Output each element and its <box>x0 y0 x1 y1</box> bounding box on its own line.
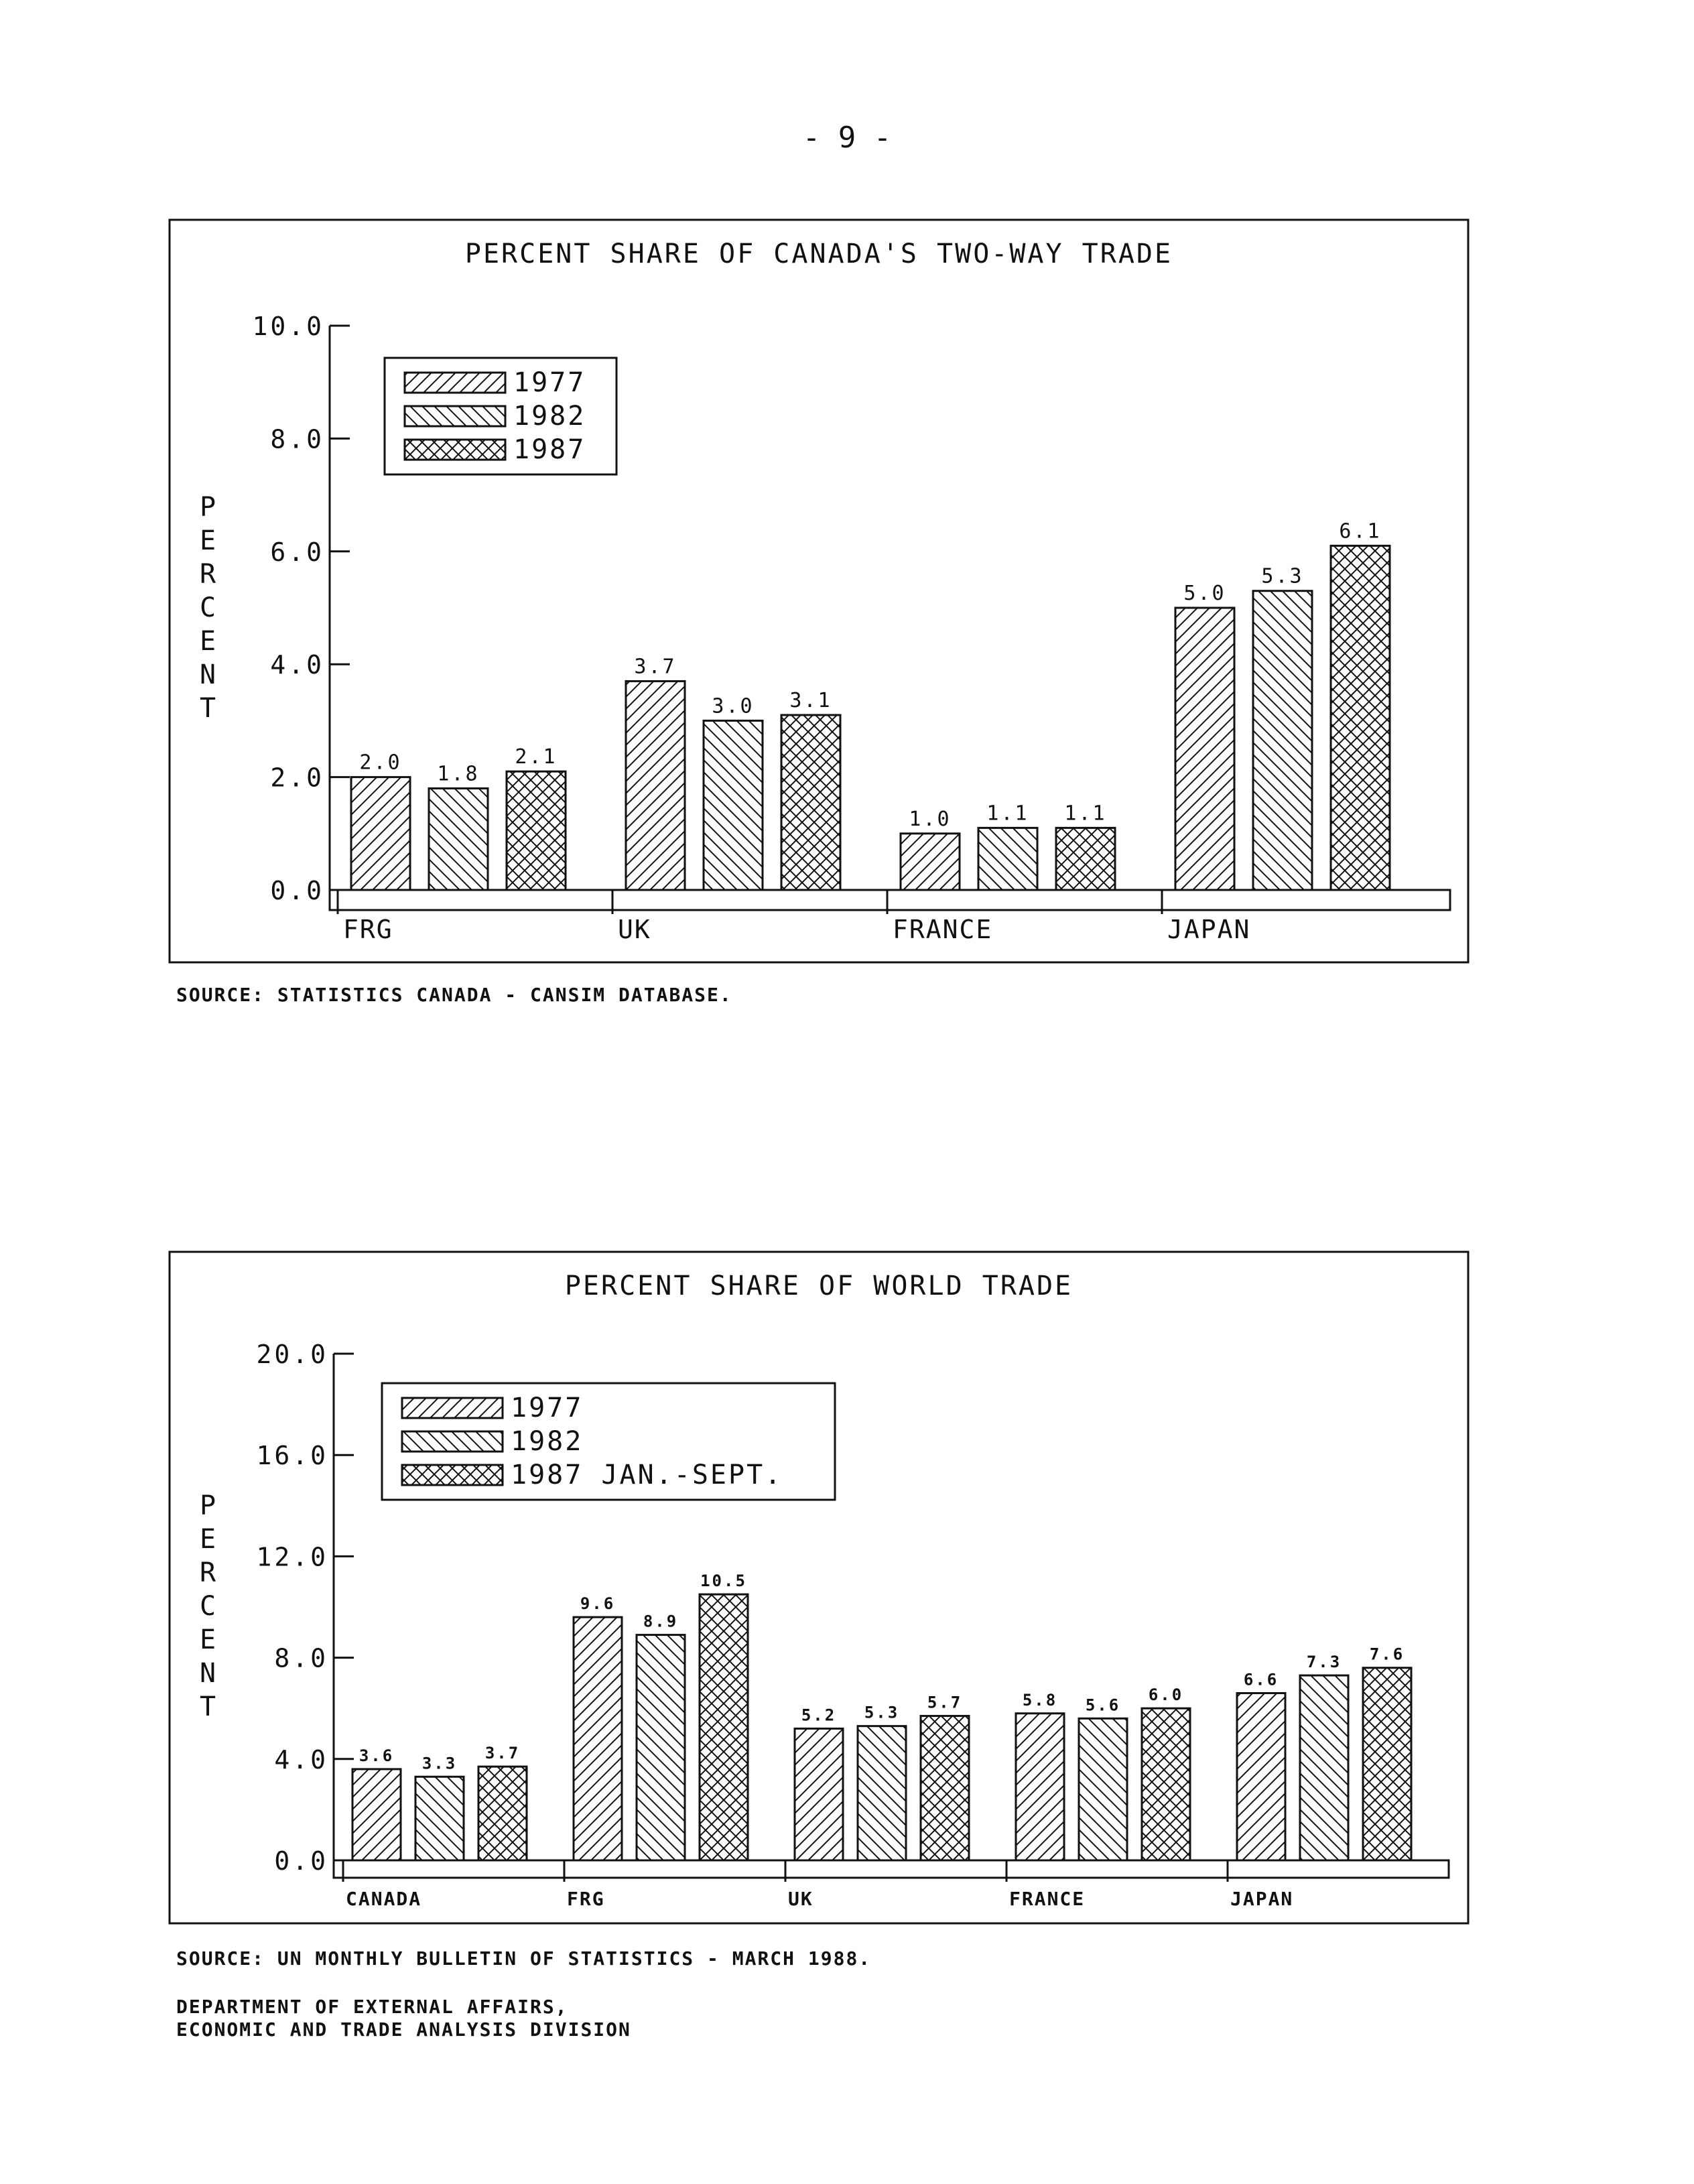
chart2-source: SOURCE: UN MONTHLY BULLETIN OF STATISTICS - MARCH 1988. <box>176 1947 872 1970</box>
bar-value-label: 1.8 <box>437 762 480 786</box>
category-label: JAPAN <box>1230 1888 1294 1910</box>
legend-swatch-2 <box>402 1465 503 1485</box>
bar-value-label: 6.6 <box>1243 1670 1279 1689</box>
bar-1987-frg <box>507 771 566 890</box>
bar-1987-france <box>1142 1708 1190 1860</box>
legend-swatch-0 <box>405 373 505 393</box>
bar-1987-france <box>1056 828 1115 890</box>
category-label: CANADA <box>346 1888 422 1910</box>
bar-1982-canada <box>415 1777 464 1860</box>
bar-1982-japan <box>1300 1675 1348 1860</box>
bar-1977-canada <box>352 1769 401 1860</box>
bar-value-label: 3.0 <box>712 694 755 718</box>
y-tick-label: 4.0 <box>274 1744 328 1775</box>
bar-value-label: 8.9 <box>643 1612 679 1631</box>
y-tick-label: 0.0 <box>270 876 324 905</box>
bar-value-label: 2.0 <box>359 751 402 775</box>
legend-swatch-1 <box>402 1431 503 1452</box>
bar-1982-uk <box>858 1726 906 1860</box>
bar-1982-frg <box>429 788 488 890</box>
y-axis-label: P E R C E N T <box>199 492 216 724</box>
bar-1977-japan <box>1175 608 1234 890</box>
y-tick-label: 16.0 <box>256 1441 328 1471</box>
legend-swatch-0 <box>402 1398 503 1418</box>
bar-1977-frg <box>574 1617 622 1860</box>
chart1-source: SOURCE: STATISTICS CANADA - CANSIM DATABASE. <box>176 984 732 1006</box>
bar-value-label: 5.3 <box>1261 564 1304 588</box>
legend-entry: 1987 JAN.-SEPT. <box>511 1460 783 1490</box>
y-tick-label: 12.0 <box>256 1542 328 1572</box>
category-label: FRANCE <box>1009 1888 1086 1910</box>
bar-1982-japan <box>1253 591 1312 890</box>
category-label: FRG <box>343 915 393 944</box>
bar-value-label: 5.7 <box>927 1693 963 1712</box>
bar-value-label: 3.6 <box>359 1746 395 1765</box>
bar-value-label: 1.0 <box>909 807 952 831</box>
bar-1977-uk <box>795 1728 843 1860</box>
category-label: UK <box>618 915 651 944</box>
bar-value-label: 9.6 <box>580 1594 616 1614</box>
two-way-trade-chart <box>0 201 1694 978</box>
category-label: JAPAN <box>1167 915 1251 944</box>
bar-value-label: 6.0 <box>1148 1685 1184 1705</box>
department-line-2: ECONOMIC AND TRADE ANALYSIS DIVISION <box>176 2018 631 2041</box>
bar-1987-japan <box>1331 545 1390 890</box>
bar-1987-canada <box>478 1767 527 1860</box>
y-tick-label: 20.0 <box>256 1340 328 1369</box>
bar-value-label: 7.6 <box>1369 1645 1405 1664</box>
chart-title: PERCENT SHARE OF WORLD TRADE <box>564 1271 1073 1301</box>
y-tick-label: 4.0 <box>270 650 324 680</box>
bar-value-label: 5.2 <box>801 1706 837 1725</box>
bar-1977-japan <box>1237 1693 1285 1860</box>
x-axis-baseline <box>330 890 1450 910</box>
world-trade-chart <box>0 1233 1694 1943</box>
bar-1987-uk <box>781 715 840 890</box>
bar-value-label: 1.1 <box>986 801 1029 826</box>
bar-1982-france <box>978 828 1037 890</box>
bar-1977-france <box>901 834 960 890</box>
bar-value-label: 7.3 <box>1306 1653 1342 1672</box>
x-axis-baseline <box>334 1860 1449 1878</box>
chart-title: PERCENT SHARE OF CANADA'S TWO-WAY TRADE <box>464 239 1173 269</box>
category-label: FRG <box>567 1888 605 1910</box>
category-label: UK <box>788 1888 813 1910</box>
bar-value-label: 3.3 <box>421 1754 458 1773</box>
legend-entry: 1982 <box>511 1426 584 1457</box>
y-tick-label: 8.0 <box>270 424 324 454</box>
bar-value-label: 6.1 <box>1339 519 1382 543</box>
bar-1982-frg <box>637 1635 685 1860</box>
legend-entry: 1987 <box>513 434 586 465</box>
y-tick-label: 0.0 <box>274 1846 328 1876</box>
bar-1982-france <box>1079 1718 1127 1860</box>
bar-value-label: 5.6 <box>1085 1695 1121 1715</box>
bar-value-label: 10.5 <box>700 1571 747 1591</box>
bar-1977-uk <box>626 681 685 890</box>
bar-1982-uk <box>704 720 763 890</box>
bar-value-label: 3.7 <box>484 1744 521 1763</box>
y-tick-label: 2.0 <box>270 763 324 793</box>
bar-value-label: 5.8 <box>1022 1690 1058 1710</box>
bar-value-label: 3.1 <box>789 688 832 712</box>
y-axis-label: P E R C E N T <box>199 1490 216 1722</box>
department-line-1: DEPARTMENT OF EXTERNAL AFFAIRS, <box>176 1996 568 2018</box>
bar-1977-frg <box>351 777 410 890</box>
page-number: - 9 - <box>802 121 892 155</box>
legend-entry: 1977 <box>513 367 586 398</box>
category-label: FRANCE <box>893 915 993 944</box>
bar-value-label: 3.7 <box>634 655 677 679</box>
y-tick-label: 10.0 <box>252 312 324 341</box>
bar-1987-japan <box>1363 1668 1411 1860</box>
bar-value-label: 5.0 <box>1183 582 1226 605</box>
y-tick-label: 8.0 <box>274 1643 328 1673</box>
y-tick-label: 6.0 <box>270 537 324 567</box>
bar-1987-uk <box>921 1716 969 1860</box>
bar-value-label: 5.3 <box>864 1703 900 1722</box>
legend-entry: 1977 <box>511 1393 584 1423</box>
bar-value-label: 1.1 <box>1064 801 1107 826</box>
legend-swatch-2 <box>405 440 505 460</box>
bar-1977-france <box>1016 1714 1064 1860</box>
bar-value-label: 2.1 <box>515 745 558 769</box>
legend-swatch-1 <box>405 406 505 426</box>
legend-entry: 1982 <box>513 401 586 432</box>
bar-1987-frg <box>700 1594 748 1860</box>
